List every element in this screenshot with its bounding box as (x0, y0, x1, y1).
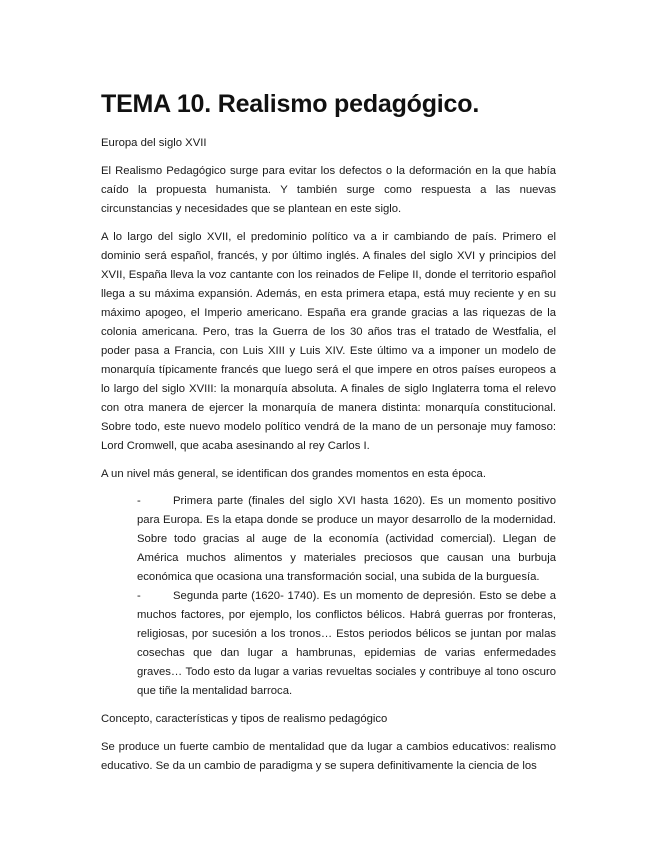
list-dash: - (137, 495, 141, 507)
moments-list (101, 492, 556, 701)
section-heading: Concepto, características y tipos de realismo pedagógico (101, 713, 388, 725)
list-dash: - (137, 590, 141, 602)
paragraph-political-history: A lo largo del siglo XVII, el predominio político va a ir cambiando de país. Primero el dominio será español, francés, y por último inglés. A finales del siglo XVI y principios del XVII, España lleva la voz cantante con los reinados de Felipe II, donde el territorio español llega a su máxima expansión. Además, en esta primera etapa, está muy reciente y en su máximo apogeo, el Imperio americano. España era grande gracias a las riquezas de la colonia americana. Pero, tras la Guerra de los 30 años tras el tratado de Westfalia, el poder pasa a Francia, con Luis XIII y Luis XIV. Este último va a imponer un modelo de monarquía típicamente francés que luego será el que impere en otros países europeos a lo largo del siglo XVIII: la monarquía absoluta. A finales de siglo Inglaterra toma el relevo con otra manera de ejercer la monarquía de manera distinta: monarquía constitucional. Sobre todo, este nuevo modelo político vendrá de la mano de un personaje muy famoso: Lord Cromwell, que acaba asesinando al rey Carlos I. (101, 231, 556, 452)
subtitle: Europa del siglo XVII (101, 137, 207, 149)
list-item (101, 587, 556, 701)
paragraph-intro: El Realismo Pedagógico surge para evitar los defectos o la deformación en la que había caído la propuesta humanista. Y también surge como respuesta a las nuevas circunstancias y necesidades que se plantean en este siglo. (101, 165, 556, 215)
document-title: TEMA 10. Realismo pedagógico. (101, 90, 480, 118)
paragraph-moments-intro: A un nivel más general, se identifican dos grandes momentos en esta época. (101, 468, 486, 480)
section-paragraph: Se produce un fuerte cambio de mentalidad que da lugar a cambios educativos: realismo educativo. Se da un cambio de paradigma y se supera definitivamente la ciencia de los (101, 741, 556, 772)
list-item (101, 492, 556, 587)
list-item-text: Segunda parte (1620- 1740). Es un momento de depresión. Esto se debe a muchos factores, por ejemplo, los conflictos bélicos. Habrá guerras por fronteras, religiosas, por sucesión a los tronos… Estos periodos bélicos se juntan por malas cosechas que dan lugar a hambrunas, epidemias de varias enfermedades graves… Todo esto da lugar a varias revueltas sociales y contribuye al tono oscuro que tiñe la mentalidad barroca. (137, 590, 556, 697)
list-item-text: Primera parte (finales del siglo XVI hasta 1620). Es un momento positivo para Europa. Es la etapa donde se produce un mayor desarrollo de la modernidad. Sobre todo gracias al auge de la economía (actividad comercial). Llegan de América muchos alimentos y materiales preciosos que causan una burbuja económica que ocasiona una transformación social, una subida de la burguesía. (137, 495, 556, 583)
document-page (101, 88, 556, 776)
